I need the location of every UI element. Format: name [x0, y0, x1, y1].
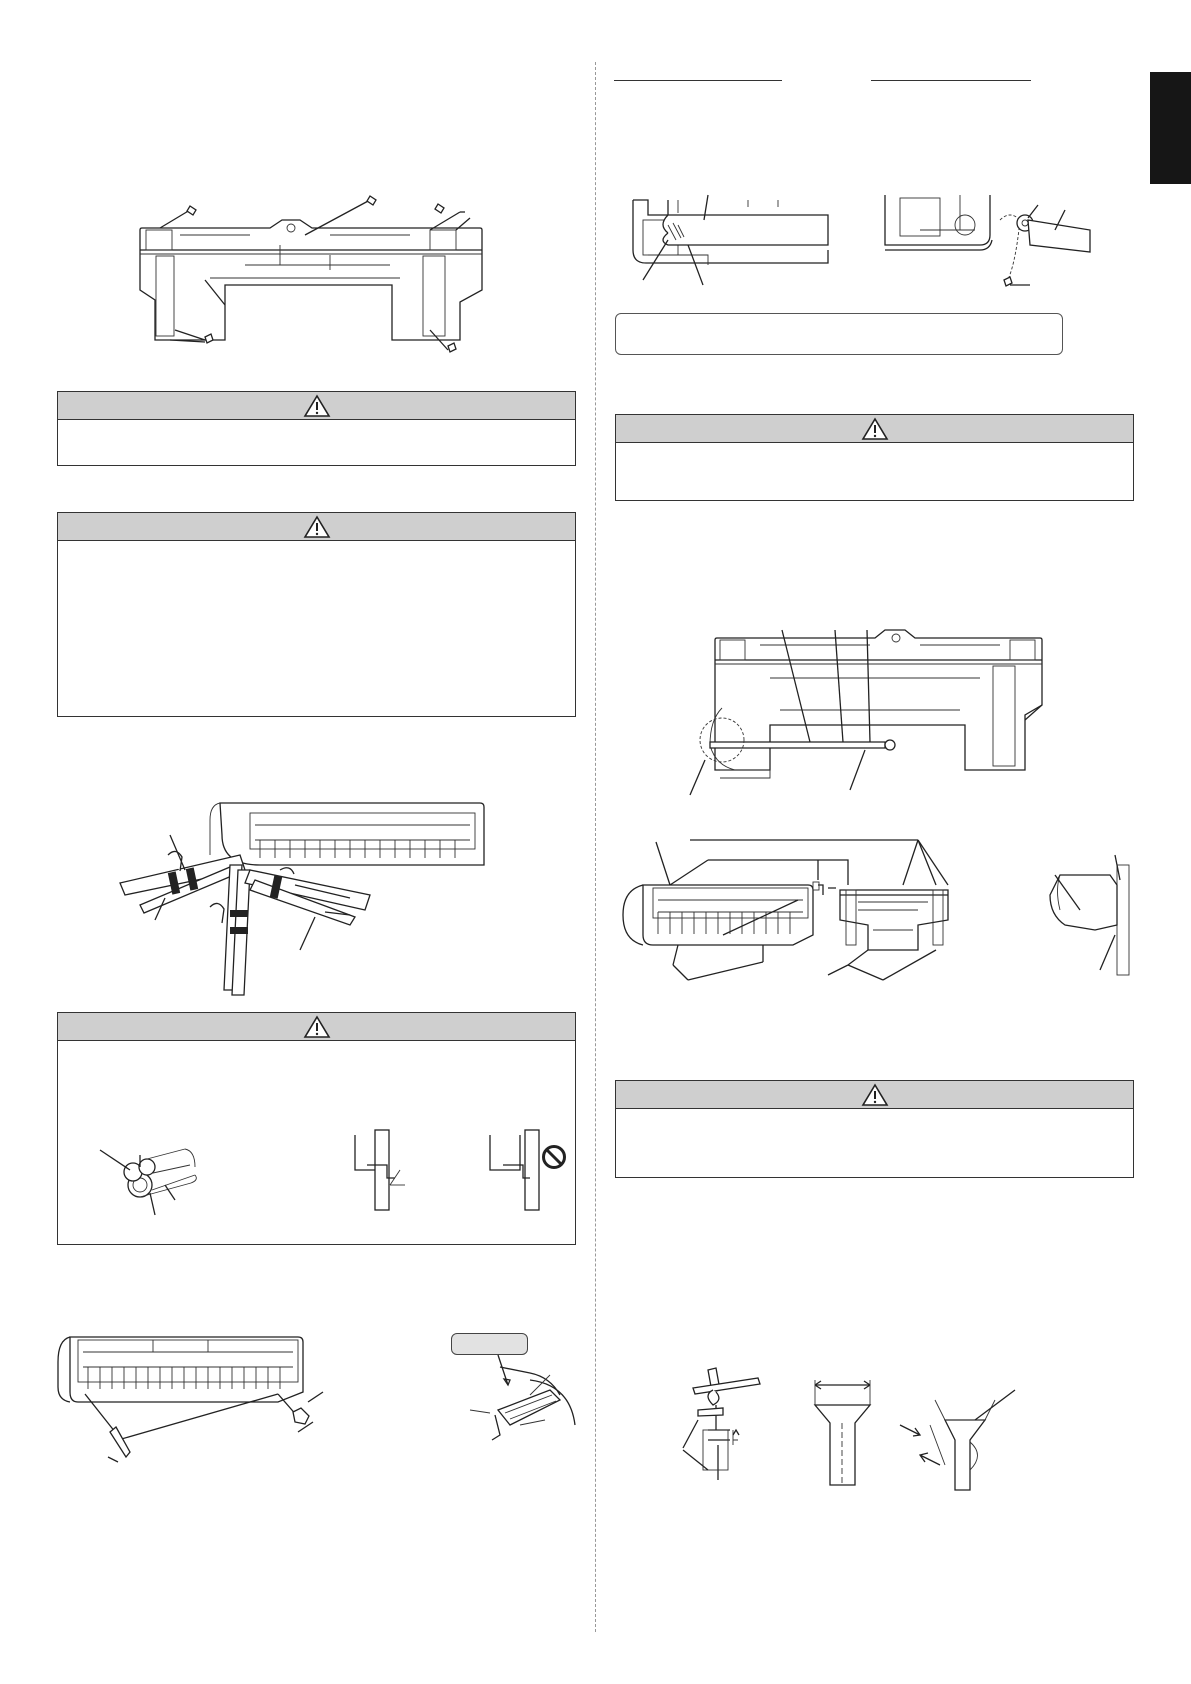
caution-header: [58, 392, 575, 420]
hook-detail-figure: [470, 1355, 580, 1465]
prohibited-icon: [541, 1144, 567, 1170]
caution-header: [616, 415, 1133, 443]
caution-header: [616, 1081, 1133, 1109]
column-divider: [595, 62, 596, 1632]
caution-box-5: [615, 1080, 1134, 1178]
side-view-figure: [1035, 855, 1135, 975]
flare-angle-figure: [895, 1370, 1025, 1490]
warning-triangle-icon: [862, 1084, 888, 1106]
language-tab: [1150, 72, 1191, 184]
warning-triangle-icon: [304, 395, 330, 417]
section-rule-right: [871, 80, 1031, 81]
section-rule-left: [614, 80, 782, 81]
mounting-plate-figure: [130, 190, 520, 370]
caution-box-2: [57, 512, 576, 717]
drain-hose-left-figure: [628, 195, 838, 285]
indoor-unit-screw-figure: [48, 1332, 358, 1462]
bundled-pipes-figure: [95, 1125, 215, 1220]
indoor-unit-piping-figure: [110, 795, 490, 1000]
caution-header: [58, 513, 575, 541]
warning-triangle-icon: [304, 516, 330, 538]
mounting-plate-pipe-figure: [680, 630, 1080, 800]
warning-triangle-icon: [304, 1016, 330, 1038]
flare-pipe-figure: [810, 1375, 880, 1485]
wall-pipe-correct-figure: [345, 1130, 425, 1210]
note-box: [615, 313, 1063, 355]
caution-box-4: [615, 414, 1134, 501]
flare-tool-figure: [678, 1370, 768, 1485]
caution-header: [58, 1013, 575, 1041]
caution-box-1: [57, 391, 576, 466]
wall-pipe-incorrect-figure: [485, 1130, 585, 1210]
warning-triangle-icon: [862, 418, 888, 440]
drain-hose-right-figure: [880, 190, 1090, 295]
detail-tag: [451, 1333, 528, 1355]
indoor-unit-hang-figure: [618, 840, 963, 990]
